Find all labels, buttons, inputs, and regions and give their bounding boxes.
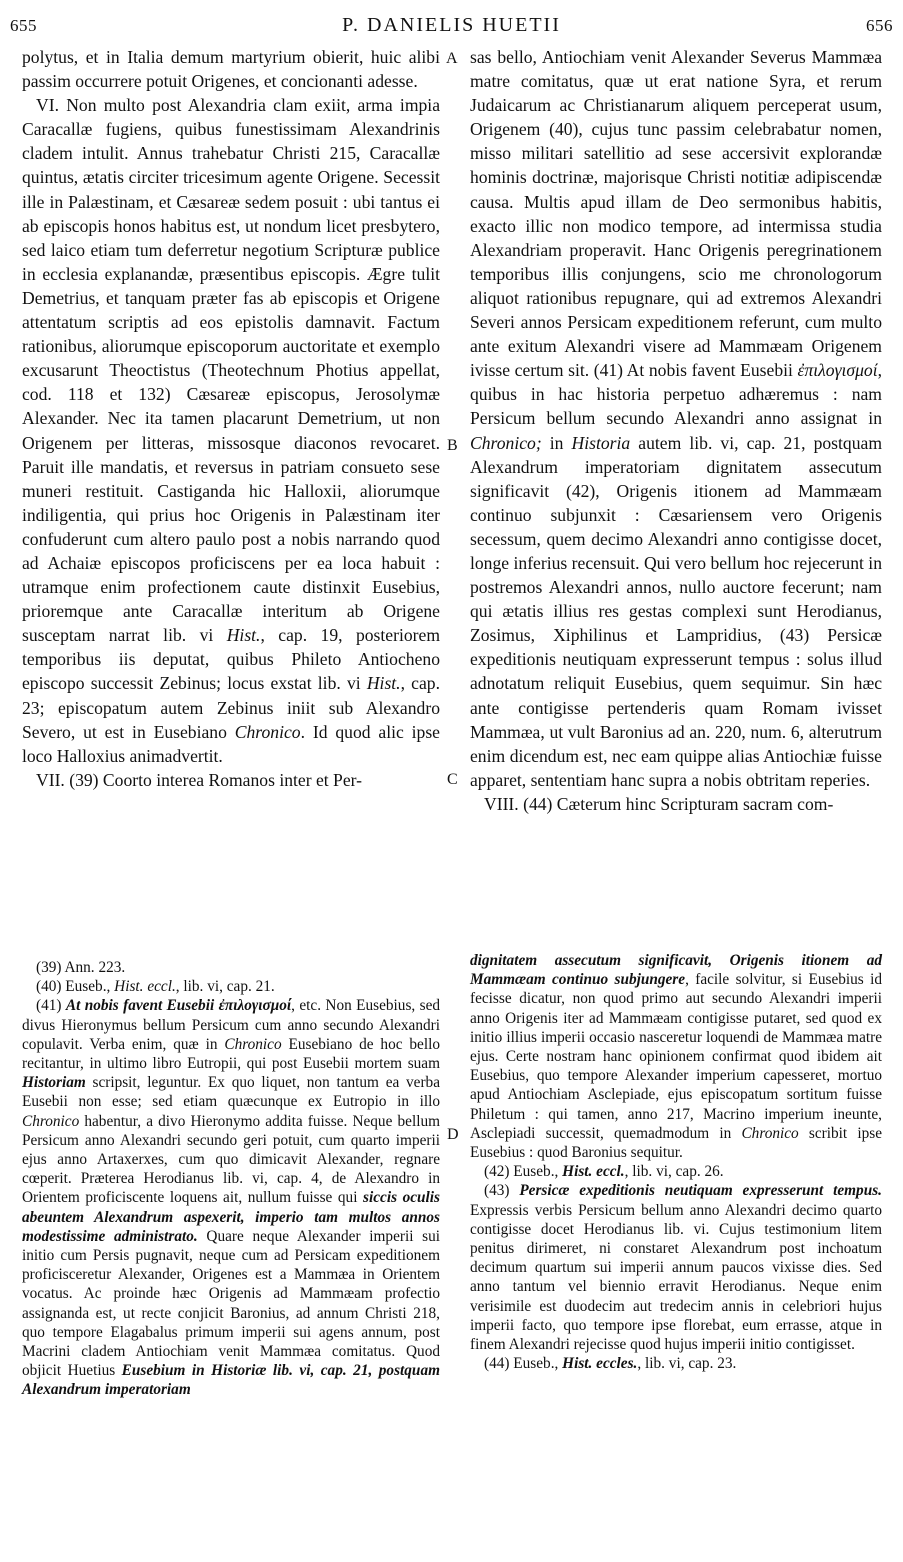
section-marker-b: B [447, 437, 458, 454]
paragraph-viii: VIII. (44) Cæterum hinc Scripturam sacram com- [484, 793, 834, 814]
paragraph-vii: VII. (39) Coorto interea Romanos inter et Per- [36, 769, 363, 790]
paragraph: polytus, et in Italia demum martyrium obierit, huic alibi passim occurrere potuit Origenes, et concionanti adesse. [22, 47, 440, 92]
main-text-right-column [470, 45, 882, 816]
paragraph-vi: VI. Non multo post Alexandria clam exiit, arma impia Caracallæ fugiens, quibus funestissimam Alexandrinis cladem intulit. Annus trahebatur Christi 215, Caracallæ quintus, ætatis circiter tricesimum agente Origene. Secessit ille in Palæstinam, et Cæsareæ sedem posuit : ubi tantus ei ab episcopis honos habitus est, ut nondum licet presbytero, sed laico etiam tum deferretur negotium Scripturæ publice in ecclesia explanandæ, præsentibus episcopis. Ægre tulit Demetrius, et tanquam præter fas ab episcopis et Origene attentatum scriptis ad eos epistolis damnavit. Factum rationibus, aliorumque episcoporum auctoritate et exemplo excusarunt Theoctistus (Theotechnum Photius appellat, cod. 118 et 132) Cæsareæ episcopus, Jerosolymæ Alexander. Nec ita tamen placarunt Demetrium, ut non Origenem per litteras, missosque diaconos revocaret. Paruit ille mandatis, et reversus in patriam consueto sese muneri restituit. Castiganda hic Halloxii, aliorumque indiligentia, qui prius hoc Origenis in Palæstinam iter confuderunt cum altero paulo post a nobis narrando quod ad Achaiæ episcopos proficiscens per ea loca habuit : utramque enim profectionem caute distinxit Eusebius, prioremque ante Caracallæ interitum ab Origene susceptam narrat lib. vi Hist., cap. 19, posteriorem temporibus iis deputat, quibus Phileto Antiocheno episcopo successit Zebinus; locus exstat lib. vi Hist., cap. 23; episcopatum autem Zebinus iniit sub Alexandro Severo, ut est in Eusebiano Chronico. Id quod alic ipse loco Halloxius animadvertit. [22, 95, 441, 766]
footnote-43: (43) Persicæ expeditionis neutiquam expresserunt tempus. Expressis verbis Persicum bellum anno Alexandri decimo quarto contigisse docet Herodianus lib. vi. Cujus testimonium litem penitus dirimeret, ni constaret Alexandrum post inchoatum decimum quartum sui imperii annum paucos vixisse dies. Sed anno tantum vel biennio erravit Herodianus. Neque enim verisimile est duodecim aut tredecim annis in celebriori hujus imperii facto, quo tempore ipse florebat, eum errasse, atque in finem Alexandri rejecisse quod hujus imperii initio contigisset. [470, 1182, 882, 1354]
page-number-right: 656 [866, 16, 893, 35]
section-marker-d: D [447, 1126, 459, 1143]
footnote-40: (40) Euseb., Hist. eccl., lib. vi, cap. 21. [36, 978, 275, 996]
footnote-44: (44) Euseb., Hist. eccles., lib. vi, cap. 23. [484, 1355, 737, 1373]
footnote-41-continued: dignitatem assecutum significavit, Origenis itionem ad Mammæam continuo subjungere, facile solvitur, si Eusebius id fecisse dicatur, non quod primo aut secundo Alexandri imperii anno Origenis iter ad Mammæam contigisse putaret, sed quod ex initio illius imperii occasio nasceretur loquendi de Mammæa matre ejus. Certe nostram hanc opinionem confirmat quod ibidem ait Eusebius, quo tempore Alexander imperium capesseret, mortuo apud Antiochiam Asclepiade, ejus episcopatum sortitum fuisse Philetum : qui tamen, anno 217, Macrino imperium ineunte, Asclepiadi successit, quemadmodum in Chronico scribit ipse Eusebius : quod Baronius sequitur. [470, 952, 883, 1162]
main-text-left-column [22, 45, 440, 792]
footnotes-right-column [470, 951, 882, 1373]
section-marker-a: A [446, 50, 458, 67]
page-number-left: 655 [10, 16, 37, 35]
footnote-42: (42) Euseb., Hist. eccl., lib. vi, cap. 26. [484, 1163, 724, 1181]
running-header [10, 10, 893, 42]
footnote-41: (41) At nobis favent Eusebii ἐπιλογισμοί, etc. Non Eusebius, sed divus Hieronymus bellum Persicum cum anno secundo Alexandri copulavit. Verba enim, quæ in Chronico Eusebiano de hoc bello recitantur, in ultimo libro Eutropii, qui post Eusebii mortem suam Historiam scripsit, leguntur. Ex quo liquet, non tantum ea verba Eusebii non esse; sed etiam quæcunque ex Eutropio in illo Chronico habentur, a divo Hieronymo addita fuisse. Neque bellum Persicum anno Alexandri secundo geri potuit, cum quarto imperii ejus anno Artaxerxes, cum quo dimicavit Alexander, regnare cœperit. Præterea Herodianus lib. vi, cap. 4, de Alexandro in Orientem proficiscente loquens ait, nullum fuisse qui siccis oculis abeuntem Alexandrum aspexerit, imperio tam multos annos modestissime administrato. Quare neque Alexander imperii sui initio cum Persis pugnavit, neque cum ad Persicam expeditionem proficisceretur Alexander, Origenes est a Mammæa in Orientem vocatus. Ac proinde hæc Origenis ad Mammæam profectio assignanda est, ut recte conjicit Baronius, ad annum Christi 218, quo tempore Elagabalus primum imperii sui agens annum, post Macrini cladem Antiochiam venit Mammæa comitatus. Quod objicit Huetius Eusebium in Historiæ lib. vi, cap. 21, postquam Alexandrum imperatoriam [22, 997, 441, 1399]
footnotes-left-column [22, 958, 440, 1400]
section-marker-c: C [447, 771, 458, 788]
running-title: P. DANIELIS HUETII [342, 14, 561, 36]
paragraph: sas bello, Antiochiam venit Alexander Severus Mammæa matre comitatus, quæ ut erat natione Syra, et rerum Judaicarum ac Christianarum aliquem perceperat usum, Origenem (40), cujus tunc passim celebrabatur nomen, misso militari satellitio ad sese accersivit explorandæ hominis doctrinæ, majorisque Christi notitiæ adipiscendæ causa. Multis apud illam de Deo sermonibus habitis, exacto illic non modico tempore, ad intermissa studia Alexandriam properavit. Hanc Origenis peregrinationem temporibus illis conjungens, scio me chronologorum aliquot rationibus repugnare, qui ad extremos Alexandri Severi annos Persicam expeditionem referunt, cum multo ante exitum Alexandri visere ad Mammæam Origenem ivisse certum sit. (41) At nobis favent Eusebii ἐπιλογισμοί, quibus in hac historia perpetuo adhæremus : nam Persicum bellum secundo Alexandri anno assignat in Chronico; in Historia autem lib. vi, cap. 21, postquam Alexandrum imperatoriam dignitatem assecutum significavit (42), Origenis itionem ad Mammæam continuo subjunxit : Cæsariensem vero Origenis secessum, quem decimo Alexandri anno contigisse docet, longe inferius recensuit. Qui vero bellum hoc rejecerunt in postremos Alexandri annos, nullo auctore fecerunt; nam qui ætatis illius res gestas complexi sunt Herodianus, Zosimus, Xiphilinus et Lampridius, (43) Persicæ expeditionis neutiquam expresserunt tempus : solus illud adnotatum reliquit Eusebius, quem sequimur. Sin hæc ante contigisse pertenderis quam Romam ivisset Mammæa, ut vult Baronius ad an. 220, num. 6, alterutrum enim dicendum est, nec eam quippe alias Antiochiæ fuisse apparet, sententiam hanc supra a nobis obtritam reperies. [470, 47, 882, 790]
footnote-39: (39) Ann. 223. [36, 959, 126, 976]
